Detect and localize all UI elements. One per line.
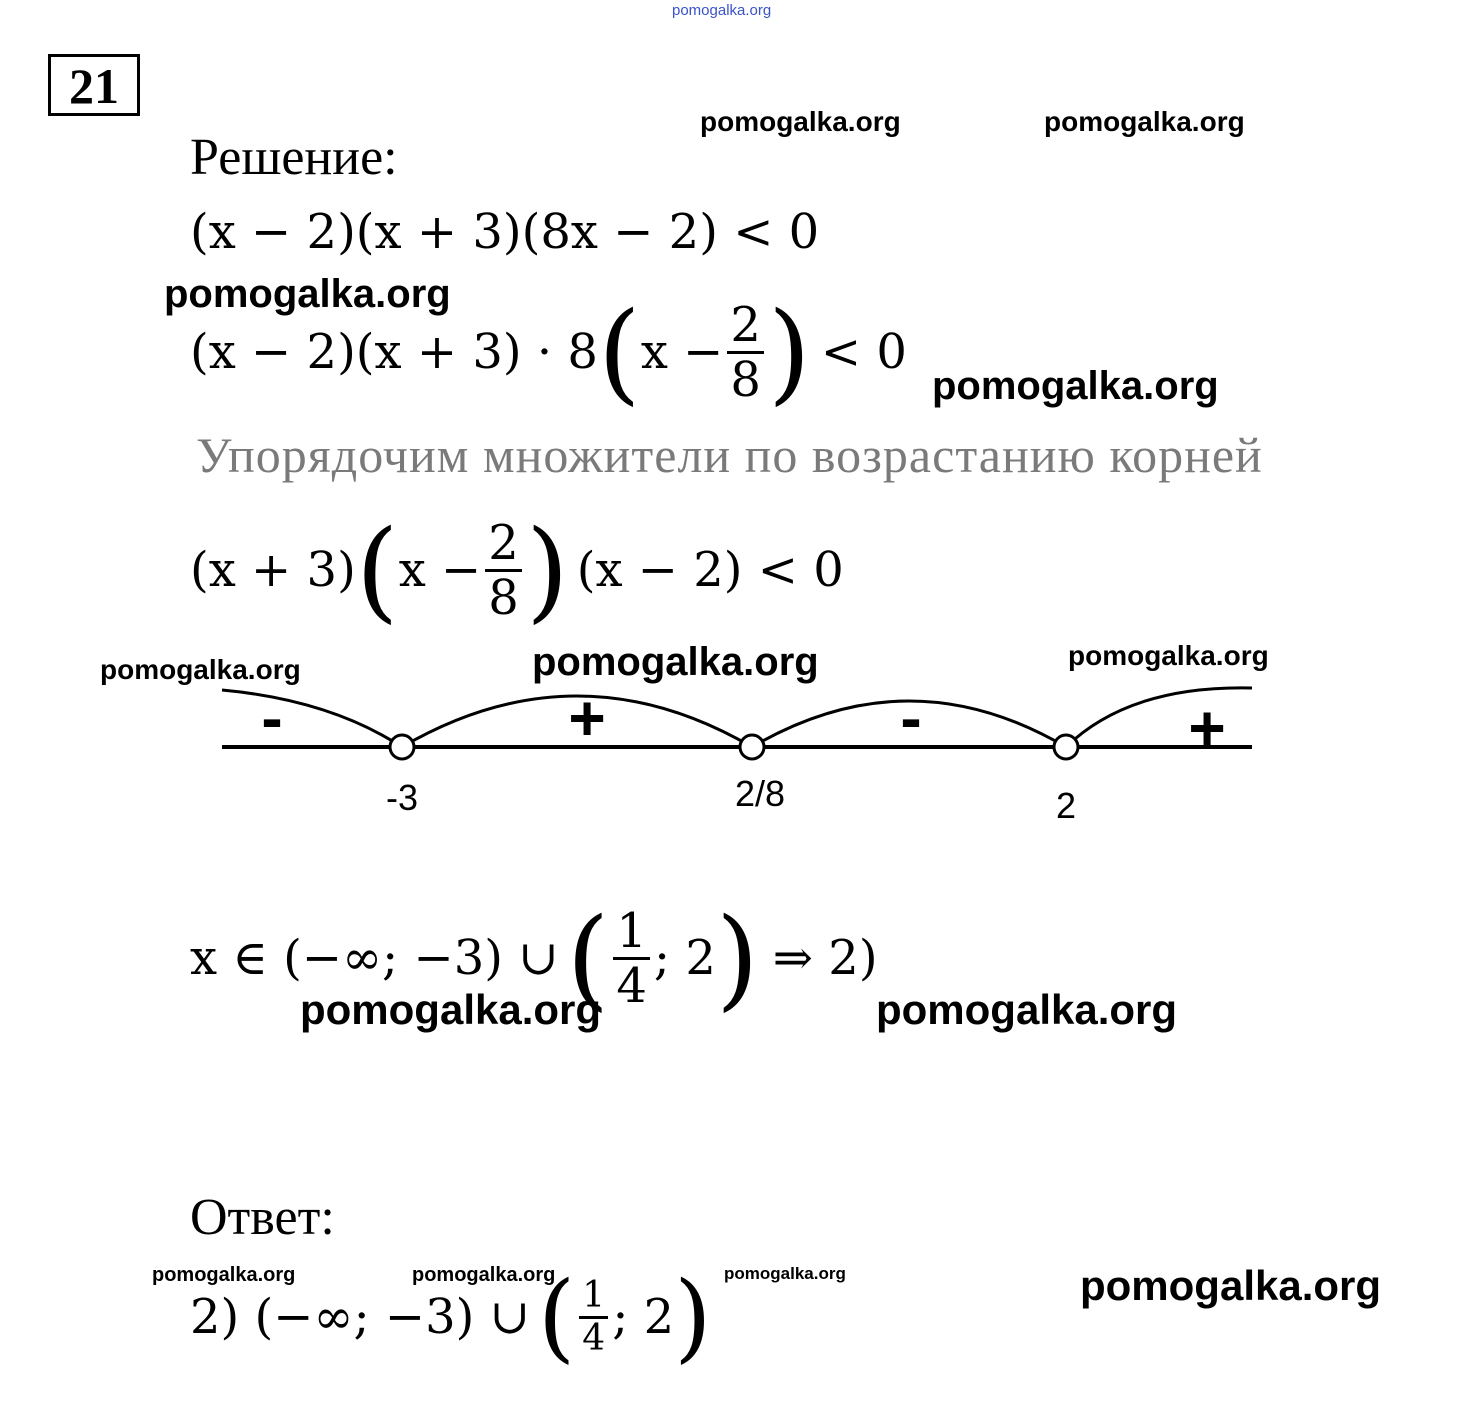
fraction (613, 902, 650, 1014)
watermark: pomogalka.org (100, 654, 301, 685)
result-suffix: ⇒ 2) (772, 930, 878, 986)
paren-open: ( (355, 506, 399, 634)
equation-step-3 (190, 506, 844, 634)
watermark: pomogalka.org (152, 1264, 296, 1286)
step2-left: (x − 2)(x + 3) · 8 (190, 324, 598, 380)
step2-x-minus: x − (640, 324, 724, 380)
fraction-denominator: 8 (730, 351, 761, 408)
fraction-denominator: 4 (616, 957, 647, 1014)
answer-label: Ответ: (190, 1189, 335, 1246)
watermark-top: pomogalka.org (672, 2, 772, 19)
equation-step-1: (x − 2)(x + 3)(8x − 2) < 0 (190, 204, 820, 260)
fraction (727, 296, 764, 408)
sign-minus: - (261, 682, 283, 754)
solution-label: Решение: (190, 129, 398, 186)
fraction-numerator: 1 (613, 907, 650, 960)
sort-instruction: Упорядочим множители по возрастанию корней (196, 427, 1263, 483)
sign-minus: - (900, 682, 922, 754)
result-prefix: x ∈ (−∞; −3) ∪ (190, 930, 559, 986)
result-line (190, 894, 878, 1022)
watermark: pomogalka.org (700, 106, 901, 137)
paren-close: ) (525, 506, 569, 634)
answer-line (190, 1262, 712, 1372)
paren-close: ) (767, 288, 811, 416)
fraction-denominator: 8 (488, 569, 519, 626)
paren-open: ( (566, 894, 610, 1022)
open-point (740, 735, 764, 759)
point-label: 2/8 (734, 773, 786, 814)
step3-right: (x − 2) < 0 (576, 542, 844, 598)
fraction-numerator: 2 (485, 519, 522, 572)
step2-right: < 0 (820, 324, 907, 380)
point-label: 2 (1055, 785, 1077, 826)
step3-x-minus: x − (398, 542, 482, 598)
paren-open: ( (597, 288, 641, 416)
paren-open: ( (537, 1261, 576, 1373)
paren-close: ) (715, 894, 759, 1022)
answer-after: ; 2 (612, 1289, 675, 1345)
watermark: pomogalka.org (1080, 1262, 1382, 1309)
fraction-numerator: 1 (579, 1278, 608, 1319)
sign-plus: + (1188, 692, 1226, 764)
open-point (390, 735, 414, 759)
number-line (0, 670, 1457, 840)
fraction (485, 514, 522, 626)
fraction-numerator: 2 (727, 301, 764, 354)
step3-left: (x + 3) (190, 542, 356, 598)
result-after: ; 2 (653, 930, 716, 986)
fraction (579, 1274, 608, 1359)
watermark: pomogalka.org (724, 1264, 846, 1283)
paren-close: ) (674, 1261, 712, 1373)
watermark: pomogalka.org (1068, 640, 1269, 671)
open-point (1054, 735, 1078, 759)
watermark: pomogalka.org (300, 986, 602, 1033)
watermark: pomogalka.org (412, 1264, 556, 1286)
watermark: pomogalka.org (1044, 106, 1245, 137)
fraction-denominator: 4 (582, 1317, 606, 1359)
watermark: pomogalka.org (932, 364, 1219, 408)
point-label: -3 (385, 777, 419, 818)
sign-plus: + (568, 682, 606, 754)
answer-prefix: 2) (−∞; −3) ∪ (190, 1289, 530, 1345)
problem-number: 21 (48, 54, 140, 116)
watermark: pomogalka.org (532, 640, 819, 684)
watermark: pomogalka.org (876, 986, 1178, 1033)
watermark: pomogalka.org (164, 272, 451, 316)
sign-arc (222, 690, 402, 747)
